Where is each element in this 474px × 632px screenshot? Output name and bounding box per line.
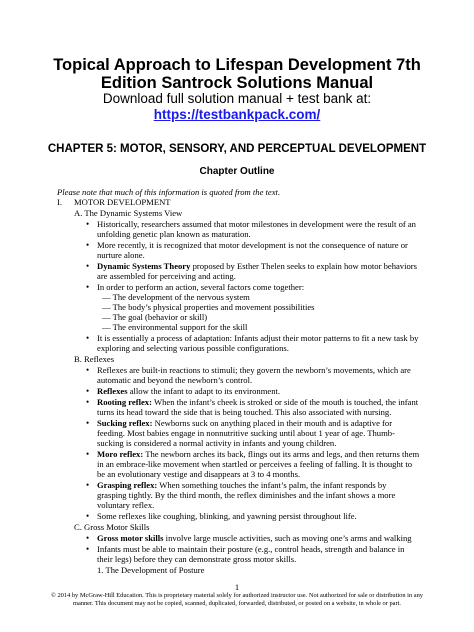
term-description: The newborn arches its back, flings out its arms and legs, and then returns them <box>143 449 420 459</box>
outline-text: Reflexes are built-in reactions to stimuli; they govern the newborn’s movements, which are <box>97 365 411 375</box>
outline-text: in an embrace-like movement when startled or perceives a feeling of falling. It is thought to <box>97 459 412 469</box>
outline-text <box>97 449 419 459</box>
chapter-heading: CHAPTER 5: MOTOR, SENSORY, AND PERCEPTUAL DEVELOPMENT <box>47 143 427 155</box>
download-text: Download full solution manual + test bank at: <box>102 91 372 106</box>
quote-note: Please note that much of this information is quoted from the text. <box>57 187 281 197</box>
bullet-icon: • <box>86 397 90 407</box>
bullet-icon: • <box>86 261 90 271</box>
outline-text <box>97 533 412 543</box>
outline-text <box>97 261 417 271</box>
term-bold: Dynamic Systems Theory <box>97 261 191 271</box>
copyright-line2: manner. This document may not be copied, scanned, duplicated, forwarded, distributed, or posted on a website, in whole or part. <box>72 600 402 607</box>
download-link-container <box>0 107 474 123</box>
term-bold: Reflexes <box>97 386 128 396</box>
subsection-heading: A. The Dynamic Systems View <box>74 208 183 218</box>
outline-text: Some reflexes like coughing, blinking, and yawning persist throughout life. <box>97 511 357 521</box>
download-link[interactable]: https://testbankpack.com/ <box>153 107 321 122</box>
chapter-outline-heading: Chapter Outline <box>199 166 275 177</box>
bullet-icon: • <box>86 511 90 521</box>
outline-text: sucking is considered a normal activity in infants and young children. <box>97 438 337 448</box>
outline-text: It is essentially a process of adaptation: Infants adjust their motor patterns to fit a new task by <box>97 333 419 343</box>
roman-numeral: I. <box>57 197 63 207</box>
outline-text: Infants must be able to maintain their posture (e.g., control heads, strength and balance in <box>97 544 405 554</box>
outline-text: their legs) before they can demonstrate gross motor skills. <box>97 554 297 564</box>
outline-text <box>97 480 386 490</box>
subsection-heading: C. Gross Motor Skills <box>74 522 150 532</box>
term-description: When the infant’s cheek is stroked or side of the mouth is touched, the infant <box>151 397 419 407</box>
term-description: allow the infant to adapt to its environment. <box>127 386 281 396</box>
outline-text: exploring and selecting various possible configurations. <box>97 343 289 353</box>
term-bold: Gross motor skills <box>97 533 164 543</box>
term-description: proposed by Esther Thelen seeks to explain how motor behaviors <box>190 261 417 271</box>
bullet-icon: • <box>86 533 90 543</box>
bullet-icon: • <box>86 418 90 428</box>
dash-item: — The goal (behavior or skill) <box>102 312 208 322</box>
outline-text: turns its head toward the side that is being touched. This also associated with nursing. <box>97 407 392 417</box>
outline-text: unfolding genetic plan known as maturation. <box>97 229 251 239</box>
outline-text <box>97 397 418 407</box>
bullet-icon: • <box>86 365 90 375</box>
section-heading: MOTOR DEVELOPMENT <box>74 197 171 207</box>
term-description: Newborns suck on anything placed in their mouth and is adaptive for <box>152 418 393 428</box>
dash-item: — The development of the nervous system <box>102 292 250 302</box>
document-title-line2: Edition Santrock Solutions Manual <box>100 74 374 92</box>
copyright-line1: © 2014 by McGraw-Hill Education. This is proprietary material solely for authorized instructor use. Not authorized for sale or distribution in any <box>51 592 423 599</box>
outline-text: feeding. Most babies engage in nonnutritive sucking until about 1 year of age. Thumb- <box>97 428 395 438</box>
subsection-heading: B. Reflexes <box>74 354 115 364</box>
outline-text: automatic and beyond the newborn’s control. <box>97 375 253 385</box>
term-description: When something touches the infant’s palm, the infant responds by <box>157 480 387 490</box>
numbered-item: 1. The Development of Posture <box>97 565 205 575</box>
outline-text <box>97 386 280 396</box>
bullet-icon: • <box>86 544 90 554</box>
outline-text: Historically, researchers assumed that motor milestones in development were the result of an <box>97 219 416 229</box>
term-bold: Rooting reflex: <box>97 397 152 407</box>
bullet-icon: • <box>86 449 90 459</box>
outline-text: grasping tightly. By the third month, the reflex diminishes and the infant shows a more <box>97 490 396 500</box>
term-bold: Sucking reflex: <box>97 418 153 428</box>
outline-text <box>97 418 392 428</box>
outline-text: are assembled for perceiving and acting. <box>97 271 236 281</box>
term-bold: Grasping reflex: <box>97 480 158 490</box>
bullet-icon: • <box>86 219 90 229</box>
bullet-icon: • <box>86 333 90 343</box>
outline-text: voluntary reflex. <box>97 500 155 510</box>
outline-text: In order to perform an action, several factors come together: <box>97 282 305 292</box>
dash-item: — The environmental support for the skill <box>102 322 248 332</box>
document-title-line1: Topical Approach to Lifespan Development 7th <box>53 56 421 74</box>
bullet-icon: • <box>86 282 90 292</box>
term-bold: Moro reflex: <box>97 449 144 459</box>
outline-text: be an evolutionary vestige and disappears at 3 to 4 months. <box>97 469 301 479</box>
bullet-icon: • <box>86 240 90 250</box>
outline-text: nurture alone. <box>97 250 145 260</box>
outline-text: More recently, it is recognized that motor development is not the consequence of nature or <box>97 240 408 250</box>
bullet-icon: • <box>86 480 90 490</box>
page-number: 1 <box>234 582 240 592</box>
bullet-icon: • <box>86 386 90 396</box>
dash-item: — The body’s physical properties and movement possibilities <box>102 302 315 312</box>
term-description: involve large muscle activities, such as moving one’s arms and walking <box>163 533 412 543</box>
